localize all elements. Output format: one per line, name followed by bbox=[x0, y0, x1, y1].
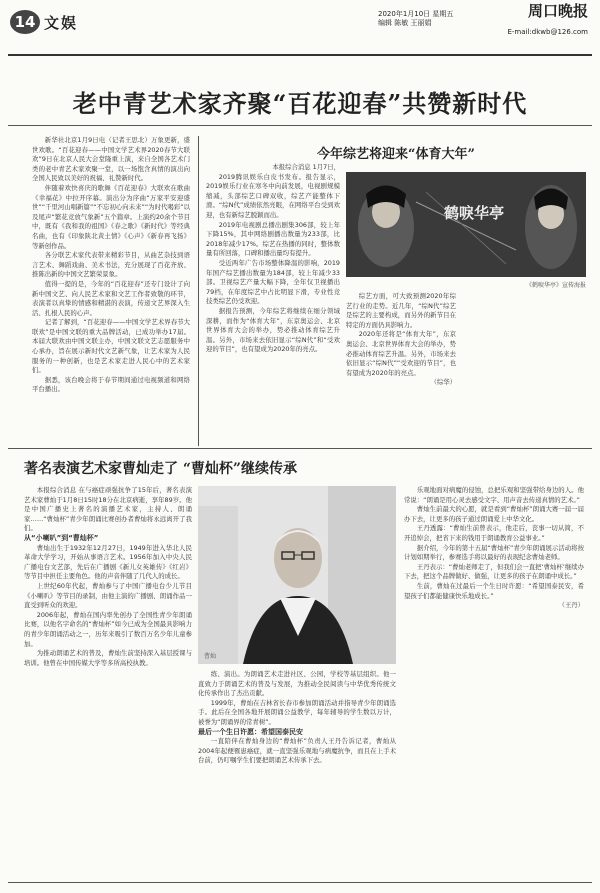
obit-paragraph: 王丹透露：“曹灿生前曾表示，他走后，丧事一切从简，不开追悼会，把省下来的钱用于朗诵教育公益事业。” bbox=[404, 524, 584, 542]
portrait-label: 曹灿 bbox=[204, 653, 217, 660]
obit-col-1 bbox=[24, 486, 192, 876]
obit-paragraph: 上世纪60年代起，曹灿参与了中国广播电台少儿节目《小喇叭》等节目的录制，由他主演的广播剧、朗诵作品一直受到听众的欢迎。 bbox=[24, 581, 192, 610]
lead-paragraph: 各分联艺术家代表带来精彩节目，从曲艺杂技到语言艺术、舞蹈戏曲、美术书法，充分展现了百花齐放、推陈出新的中国文艺繁荣景象。 bbox=[32, 251, 190, 279]
portrait-art bbox=[198, 486, 396, 664]
lead-paragraph: 记者了解到，“百花迎春——中国文学艺术界春节大联欢”是中国文联的重大品牌活动，已成功举办17届。本届大联欢由中国文联主办，中国文联文艺志愿服务中心承办，旨在展示新时代文艺新气象，让艺术家为人民服务的一种创新，也是艺术家走进人民心中的艺术家们。 bbox=[32, 318, 190, 375]
obit-section-head: 最后一个生日许愿：希望国泰民安 bbox=[198, 727, 303, 736]
column-divider bbox=[198, 136, 199, 446]
header-info bbox=[378, 2, 588, 37]
lead-paragraph: 伴随着欢快喜庆的歌舞《百花迎春》大联欢在歌曲《幸福花》中拉开序幕。演出分为序曲“万家平安迎盛世”“千里河山唱新篇”“不忘初心向未来”“为时代喝彩”以及尾声“繁花竞放气象新”五个篇章。上演约20余个节目中，既有《我和我的祖国》《春之歌》《新时代》等经典名曲，也有《印象陕北黄土情》《心声》《新春再飞扬》等新创作品。 bbox=[32, 183, 190, 250]
lead-article-body bbox=[32, 136, 190, 446]
obit-paragraph: 曹灿生前最大的心愿，就是看到“曹灿杯”朗诵大赛一届一届办下去，让更多的孩子通过朗诵爱上中华文化。 bbox=[404, 505, 584, 523]
poster-caption: 《鹤唳华亭》宣传海报 bbox=[525, 282, 586, 289]
obit-section-head: 从“小喇叭”到“曹灿杯” bbox=[24, 533, 99, 542]
obit-paragraph: 2006年起，曹灿在国内率先创办了全国性青少年朗诵比赛，以他名字命名的“曹灿杯”如今已成为全国最具影响力的青少年朗诵活动之一，历年来吸引了数百万名少年儿童参加。 bbox=[24, 610, 192, 648]
lead-paragraph: 据悉，该台晚会将于春节期间通过电视频道和网络平台播出。 bbox=[32, 375, 190, 394]
side-paragraph: （综华） bbox=[430, 378, 456, 387]
side-paragraph: 2020年还将是“体育大年”，东京奥运会、北京世界体育大会的举办，势必推动体育综艺升温。另外，市场来去依旧显示“综N代”“受欢迎的节目”，也有望成为2020年的亮点。 bbox=[346, 330, 456, 377]
poster-art bbox=[346, 172, 586, 277]
side-paragraph: 据报告预测，今年综艺将继续在细分领域深耕，而作为“体育大年”，东京奥运会、北京世界体育大会的举办，势必推动体育综艺升温。另外，市场来去依旧显示“综N代”和“受欢迎的节目”，也有望成为2020年的亮点。 bbox=[206, 306, 340, 354]
side-paragraph: 受近两年广告市场整体降温的影响，2019年国产综艺播出数量为184部，较上年减少33部。卫视综艺产量大幅下降，全年仅卫视播出79档，在年度综艺中占比明显下滑，专业性竞技类综艺仍受欢迎。 bbox=[206, 258, 340, 306]
obit-paragraph: （王丹） bbox=[558, 601, 584, 610]
header-email: E-mail:dkwb@126.com bbox=[507, 28, 588, 36]
page-number-badge: 14 bbox=[10, 10, 40, 34]
header-date: 2020年1月10日 星期五 bbox=[378, 10, 454, 18]
obit-col-3 bbox=[404, 486, 584, 876]
obit-paragraph: 生前，曹灿在过最后一个生日时许愿：“希望国泰民安，希望孩子们都能健康快乐地成长。” bbox=[404, 581, 584, 600]
obit-paragraph: 一直陪伴在曹灿身边的“曹灿杯”负责人王丹告诉记者，曹灿从2004年起便罹患癌症，就一直坚强乐观地与病魔抗争，而且在上手术台前，仍叮嘱学生们要把朗诵艺术传承下去。 bbox=[198, 737, 396, 765]
side-article-byline: 本报综合消息 1月7日， bbox=[272, 163, 340, 171]
side-paragraph: 2019腾讯娱乐白皮书发布。报告显示，2019娱乐行业在寒冬中向前发展，电视剧规模缩减，头部综艺口碑双收，综艺产能整体下滑。“综N代”成绩依然亮眼，在网络平台受到欢迎，也有新综艺脱颖而出。 bbox=[206, 172, 340, 219]
side-article-body bbox=[206, 163, 340, 363]
page-headline: 老中青艺术家齐聚“百花迎春”共赞新时代 bbox=[72, 89, 528, 118]
section-title: 文娱 bbox=[44, 14, 79, 32]
side-article-body-cont bbox=[346, 292, 456, 442]
poster-title-text: 鹤唳华亭 bbox=[444, 204, 505, 222]
obit-paragraph: 为推动朗诵艺术的普及，曹灿生前坚持深入基层授课与培训。他曾在中国传媒大学等多所高校执教。 bbox=[24, 649, 192, 667]
drama-poster-image bbox=[346, 172, 586, 277]
lead-paragraph: 值得一提的是，今年的“百花迎春”还专门设计了向新中国文艺、向人民艺术家和文艺工作者致敬的环节，表演者以真挚的情感和精湛的表演，传递文艺界深入生活、扎根人民的心声。 bbox=[32, 279, 190, 317]
lead-paragraph: 新华社北京1月9日电（记者王思北）万象更新，盛世欢歌。“百花迎春——中国文学艺术界2020春节大联欢”9日在北京人民大会堂隆重上演，来自全国各艺术门类的老中青艺术家欢聚一堂，以一场饱含真情的演出向全国人民致以美好的祝福、礼赞新时代。 bbox=[32, 136, 190, 183]
footer-rule bbox=[8, 882, 592, 883]
side-article-title: 今年综艺将迎来“体育大年” bbox=[317, 147, 475, 162]
portrait-photo bbox=[198, 486, 396, 664]
obit-col-2 bbox=[198, 670, 396, 875]
obit-paragraph: 据介绍，今年的第十五届“曹灿杯”青少年朗诵展示活动将按计划如期举行，参赛选手将以最好的表现纪念曹灿老师。 bbox=[404, 543, 584, 562]
header-rule bbox=[8, 54, 592, 56]
section-divider bbox=[8, 448, 592, 449]
obit-paragraph: 1999年，曹灿在吉林省长春市参加朗诵活动并指导青少年朗诵选手。此后在全国各地开展朗诵公益教学，每年辅导的学生数以万计，被誉为“朗诵界的常青树”。 bbox=[198, 698, 396, 726]
side-paragraph: 综艺方面，可大致预测2020年综艺行业的走势。近几年，“综N代”综艺是综艺的主要构成，而另外的新节目在特定的方面仍具影响力。 bbox=[346, 292, 456, 329]
obit-paragraph: 乐观地面对病魔的侵蚀，总把乐观和坚强带给身边的人。他常说：“朗诵是用心灵去感受文字、用声音去传递真情的艺术。” bbox=[404, 486, 584, 504]
headline-rule bbox=[8, 125, 592, 126]
obit-paragraph: 本报综合消息 在与癌症顽强抗争了15年后，著名表演艺术家曹灿于1月8日15时18分在北京病逝，享年89岁。他是中国广播史上著名的演播艺术家，主持人、朗诵家……“曹灿杯”青少年朗诵比赛创办者曹灿将永远离开了我们。 bbox=[24, 486, 192, 533]
side-paragraph: 2019年电视剧总播出剧集306部，较上年下降15%，其中网络剧播出数量为233部，比2018年减少17%。综艺在热播的同时，整体数量有所回落，口碑和播出量均有提升。 bbox=[206, 220, 340, 258]
obit-paragraph: 练、演出。为朗诵艺术走进社区、公园，学校等基层组织。他一直致力于朗诵艺术的普及与发展，为推动全民阅读与中华优秀传统文化传承作出了杰出贡献。 bbox=[198, 670, 396, 698]
paper-name: 周口晚报 bbox=[527, 2, 588, 20]
obit-paragraph: 王丹表示：“曹灿老师走了，但我们会一直把‘曹灿杯’继续办下去，把这个品牌做好、做强，让更多的孩子在朗诵中成长。” bbox=[404, 562, 584, 581]
obit-article-title: 著名表演艺术家曹灿走了 “曹灿杯”继续传承 bbox=[24, 461, 297, 477]
obit-paragraph: 曹灿出生于1932年12月27日，1949年进入华北人民革命大学学习，开始从事语言艺术。1956年加入中央人民广播电台文艺部，先后在广播剧《新儿女英雄传》《红岩》等节目中担任主要角色。他的声音伴随了几代人的成长。 bbox=[24, 543, 192, 581]
header-editors: 编辑 陈敏 王丽娟 bbox=[378, 19, 432, 27]
